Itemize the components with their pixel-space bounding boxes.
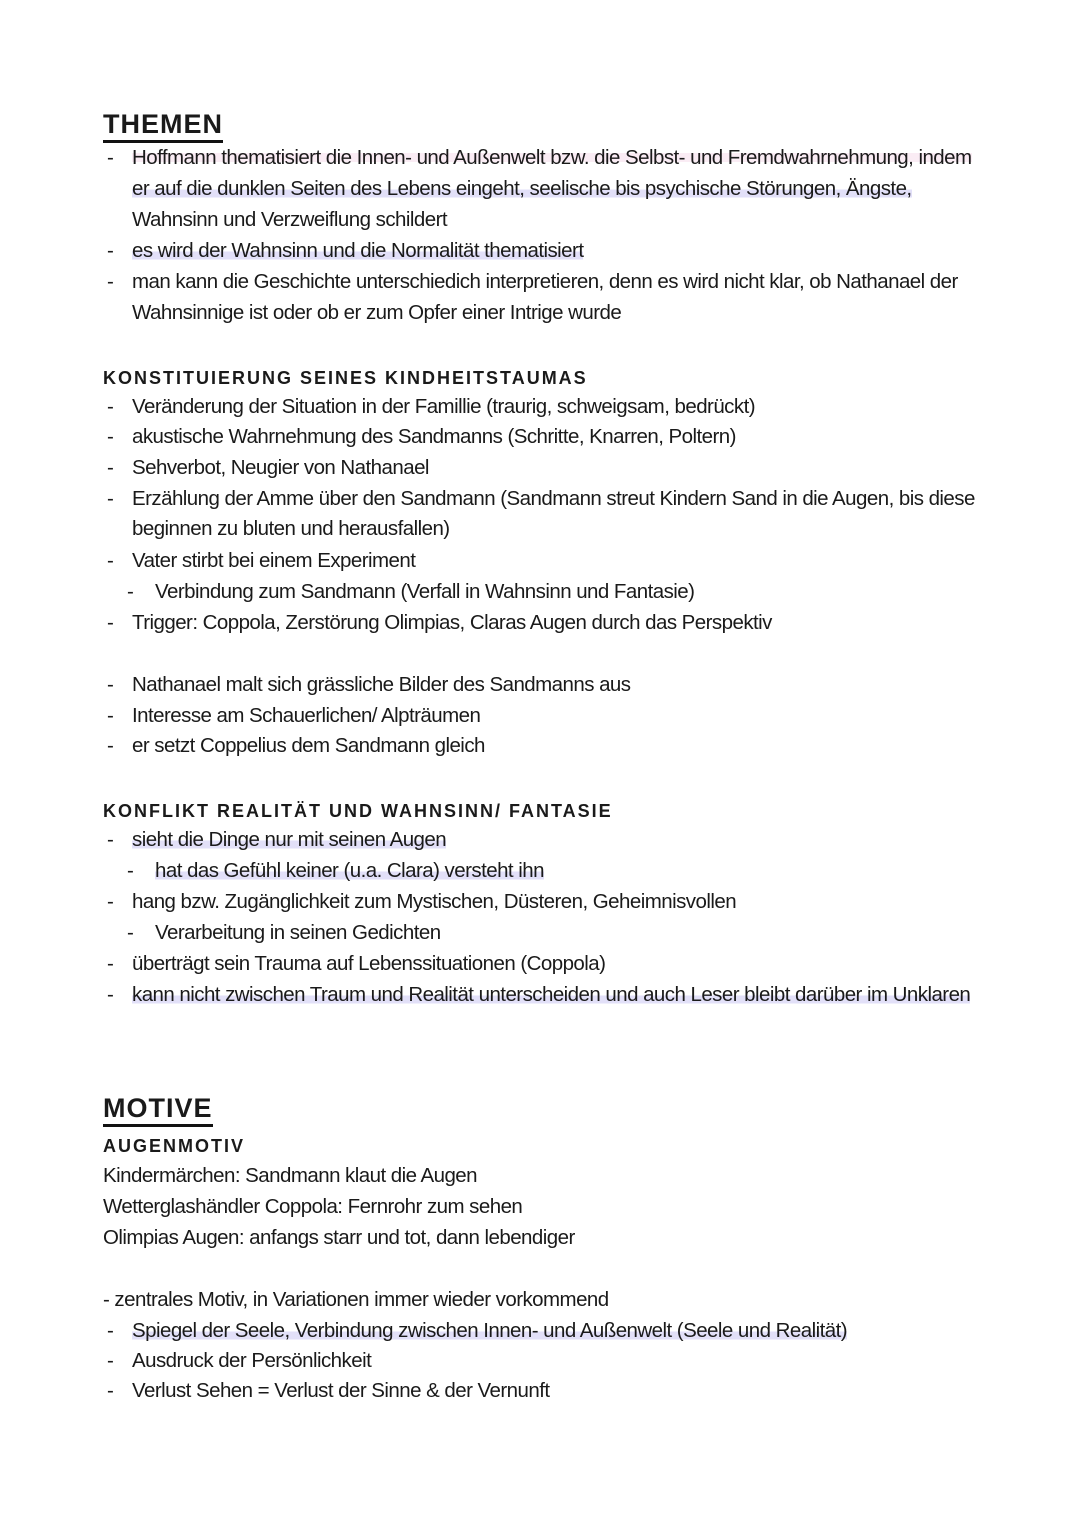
bullet-dash: - (127, 921, 134, 944)
list-item (107, 485, 975, 513)
item-text: Interesse am Schauerlichen/ Alpträumen (132, 704, 481, 727)
text-line: Wetterglashändler Coppola: Fernrohr zum sehen (103, 1195, 523, 1218)
list-item (107, 950, 606, 978)
section-subtitle-augenmotiv: AUGENMOTIV (103, 1136, 246, 1156)
list-item (107, 888, 737, 916)
bullet-dash: - (127, 580, 134, 603)
item-text: es wird der Wahnsinn und die Normalität thematisiert (132, 239, 584, 262)
item-text: hang bzw. Zugänglichkeit zum Mystischen, Düsteren, Geheimnisvollen (132, 890, 737, 913)
item-text: man kann die Geschichte unterschiedich interpretieren, denn es wird nicht klar, ob Nathanael der (132, 270, 958, 293)
bullet-dash: - (107, 456, 114, 479)
item-text: Verlust Sehen = Verlust der Sinne & der Vernunft (132, 1379, 550, 1402)
bullet-dash: - (107, 239, 114, 262)
item-text: kann nicht zwischen Traum und Realität unterscheiden und auch Leser bleibt darüber im Unklaren (132, 983, 971, 1006)
item-text: akustische Wahrnehmung des Sandmanns (Schritte, Knarren, Poltern) (132, 425, 736, 448)
item-text: Veränderung der Situation in der Famillie (traurig, schweigsam, bedrückt) (132, 395, 755, 418)
bullet-dash: - (107, 146, 114, 169)
item-text: Ausdruck der Persönlichkeit (132, 1349, 372, 1372)
bullet-dash: - (107, 983, 114, 1006)
sub-list-item (127, 919, 441, 947)
item-text: sieht die Dinge nur mit seinen Augen (132, 828, 447, 851)
section-title-themen: THEMEN (103, 108, 223, 143)
sub-list-item (127, 578, 695, 606)
item-text: Vater stirbt bei einem Experiment (132, 549, 416, 572)
item-text: Hoffmann thematisiert die Innen- und Außenwelt bzw. die Selbst- und Fremdwahrnehmung, indem (132, 146, 972, 169)
bullet-dash: - (107, 1319, 114, 1342)
list-item (107, 454, 429, 482)
bullet-dash: - (107, 549, 114, 572)
sub-list-item (127, 857, 544, 885)
bullet-dash: - (107, 1379, 114, 1402)
list-item (107, 237, 584, 265)
list-item (107, 423, 736, 451)
section-subtitle-konflikt: KONFLIKT REALITÄT UND WAHNSINN/ FANTASIE (103, 801, 613, 821)
list-item (107, 1377, 550, 1405)
item-text: Nathanael malt sich grässliche Bilder des Sandmanns aus (132, 673, 631, 696)
bullet-dash: - (107, 828, 114, 851)
list-item (107, 144, 972, 172)
item-text: Trigger: Coppola, Zerstörung Olimpias, Claras Augen durch das Perspektiv (132, 611, 772, 634)
list-item (107, 981, 971, 1009)
bullet-dash: - (107, 1349, 114, 1372)
item-text: Spiegel der Seele, Verbindung zwischen Innen- und Außenwelt (Seele und Realität) (132, 1319, 847, 1342)
list-item (107, 702, 481, 730)
bullet-dash: - (107, 952, 114, 975)
bullet-dash: - (107, 734, 114, 757)
item-text: Sehverbot, Neugier von Nathanael (132, 456, 429, 479)
list-item (107, 1347, 372, 1375)
list-item (107, 609, 772, 637)
list-item (107, 671, 631, 699)
item-text: hat das Gefühl keiner (u.a. Clara) versteht ihn (155, 859, 544, 882)
list-item (107, 1317, 847, 1345)
item-text: Erzählung der Amme über den Sandmann (Sandmann streut Kindern Sand in die Augen, bis diese (132, 487, 975, 510)
bullet-dash: - (107, 270, 114, 293)
item-text: er auf die dunklen Seiten des Lebens eingeht, seelische bis psychische Störungen, Ängste, (132, 177, 912, 200)
list-item-continuation: beginnen zu bluten und herausfallen) (132, 517, 450, 540)
list-item (107, 268, 958, 296)
bullet-dash: - (107, 487, 114, 510)
item-text: Verarbeitung in seinen Gedichten (155, 921, 441, 944)
bullet-dash: - (107, 395, 114, 418)
item-text: Verbindung zum Sandmann (Verfall in Wahnsinn und Fantasie) (155, 580, 695, 603)
section-title-motive: MOTIVE (103, 1092, 213, 1127)
list-item (107, 547, 416, 575)
bullet-dash: - (107, 425, 114, 448)
bullet-dash: - (107, 611, 114, 634)
text-line: Olimpias Augen: anfangs starr und tot, dann lebendiger (103, 1226, 575, 1249)
item-text: er setzt Coppelius dem Sandmann gleich (132, 734, 485, 757)
bullet-dash: - (127, 859, 134, 882)
bullet-dash: - (107, 673, 114, 696)
list-item (107, 826, 447, 854)
list-item-continuation: Wahnsinnige ist oder ob er zum Opfer einer Intrige wurde (132, 301, 622, 324)
list-item (107, 393, 755, 421)
list-item-continuation (132, 175, 912, 203)
bullet-dash: - (107, 704, 114, 727)
item-text: überträgt sein Trauma auf Lebenssituationen (Coppola) (132, 952, 606, 975)
text-line: Kindermärchen: Sandmann klaut die Augen (103, 1164, 478, 1187)
bullet-dash: - (107, 890, 114, 913)
list-item-continuation: Wahnsinn und Verzweiflung schildert (132, 208, 448, 231)
list-item (107, 732, 485, 760)
section-subtitle-kindheit: KONSTITUIERUNG SEINES KINDHEITSTAUMAS (103, 368, 588, 388)
text-line: - zentrales Motiv, in Variationen immer wieder vorkommend (103, 1288, 609, 1311)
